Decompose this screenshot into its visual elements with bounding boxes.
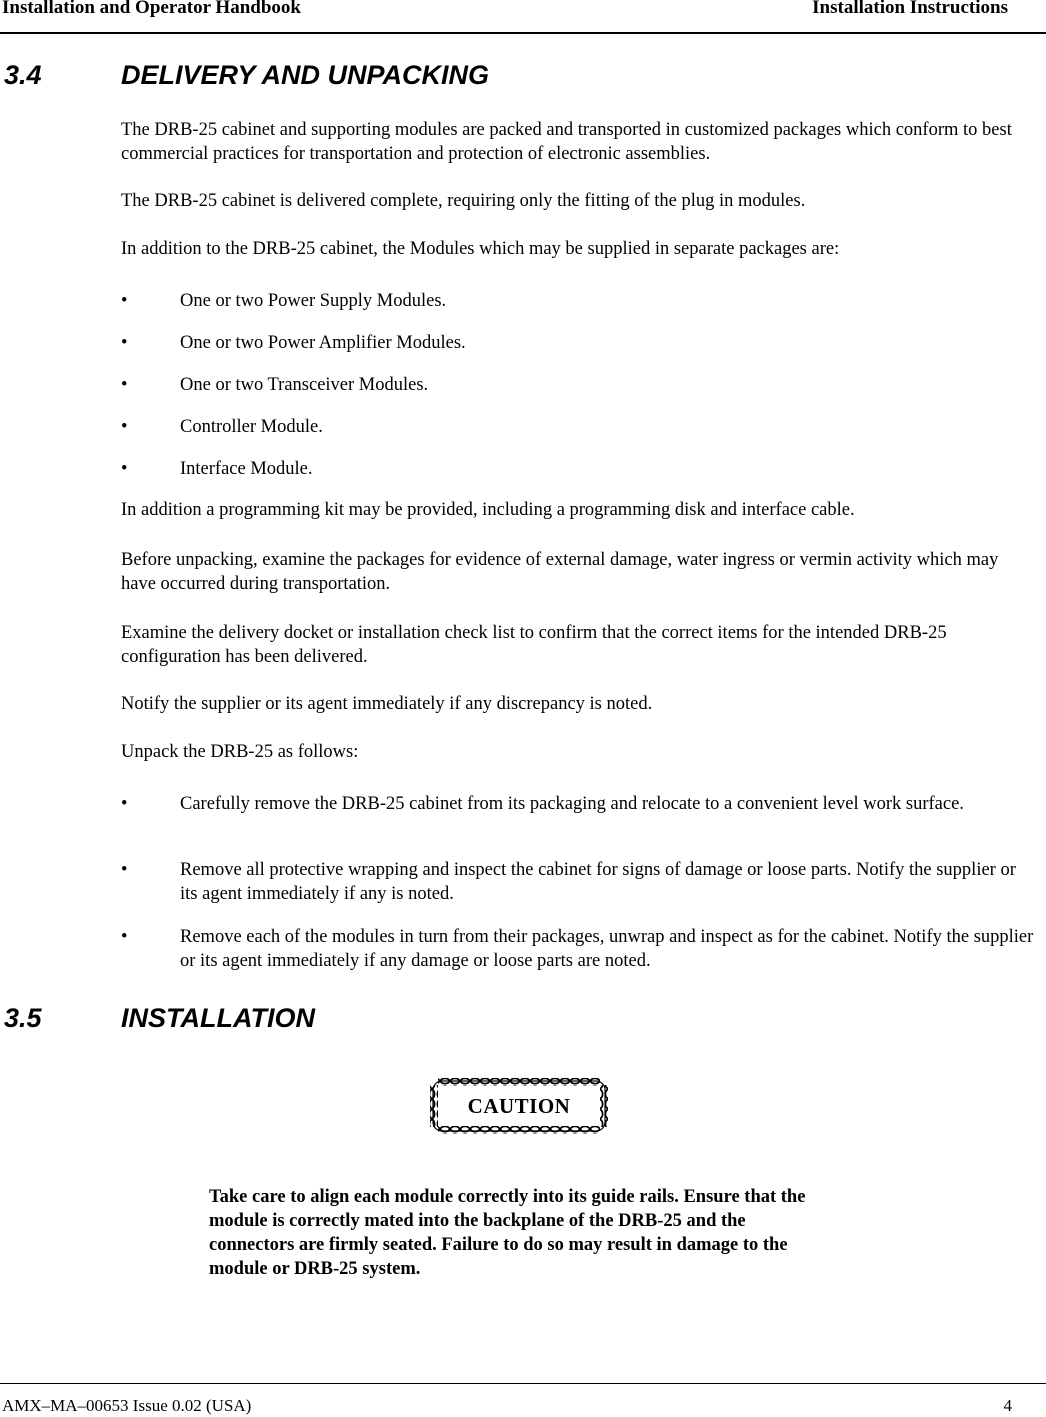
page-footer (0, 1383, 1046, 1417)
page-number: 4 (1003, 1396, 1012, 1415)
section-number: 3.4 (4, 60, 42, 90)
paragraph: The DRB-25 cabinet and supporting modules are packed and transported in customized packages which conform to best commercial practices for transportation and protection of electronic assemblies. (121, 120, 1012, 164)
list-item-text: One or two Transceiver Modules. (180, 375, 429, 395)
bullet-icon: • (121, 417, 128, 437)
bullet-icon: • (121, 927, 128, 947)
paragraph: In addition a programming kit may be provided, including a programming disk and interface cable. (121, 500, 855, 520)
paragraph: Before unpacking, examine the packages for evidence of external damage, water ingress or vermin activity which may have occurred during transportation. (121, 550, 999, 594)
list-item-text: Remove all protective wrapping and inspect the cabinet for signs of damage or loose parts. Notify the supplier or its agent immediately if any is noted. (180, 860, 1016, 904)
header-handbook-title: Installation and Operator Handbook (2, 0, 301, 18)
document-number: AMX–MA–00653 Issue 0.02 (USA) (2, 1396, 252, 1415)
page-header (0, 0, 1046, 34)
header-chapter-title: Installation Instructions (812, 0, 1008, 18)
paragraph: The DRB-25 cabinet is delivered complete, requiring only the fitting of the plug in modules. (121, 191, 806, 211)
bullet-icon: • (121, 794, 128, 814)
bullet-icon: • (121, 291, 128, 311)
bullet-icon: • (121, 375, 128, 395)
list-item-text: One or two Power Amplifier Modules. (180, 333, 466, 353)
paragraph: Unpack the DRB-25 as follows: (121, 742, 359, 762)
bullet-icon: • (121, 333, 128, 353)
list-item-text: Carefully remove the DRB-25 cabinet from its packaging and relocate to a convenient level work surface. (180, 794, 964, 814)
section-number: 3.5 (4, 1003, 42, 1033)
list-item-text: Interface Module. (180, 459, 313, 479)
list-item-text: One or two Power Supply Modules. (180, 291, 447, 311)
paragraph: Examine the delivery docket or installation check list to confirm that the correct items for the intended DRB-25 configuration has been delivered. (121, 623, 947, 667)
caution-box (428, 1077, 610, 1135)
section-title: INSTALLATION (121, 1003, 315, 1033)
bullet-icon: • (121, 459, 128, 479)
paragraph: In addition to the DRB-25 cabinet, the Modules which may be supplied in separate packages are: (121, 239, 840, 259)
list-item-text: Controller Module. (180, 417, 323, 437)
paragraph: Notify the supplier or its agent immediately if any discrepancy is noted. (121, 694, 653, 714)
caution-text: Take care to align each module correctly into its guide rails. Ensure that the module is correctly mated into the backplane of the DRB-25 and the connectors are firmly seated. Failure to do so may result in damage to the module or DRB-25 system. (209, 1187, 806, 1279)
caution-label: CAUTION (467, 1093, 571, 1118)
list-item-text: Remove each of the modules in turn from their packages, unwrap and inspect as for the cabinet. Notify the supplier or its agent immediately if any damage or loose parts are noted. (180, 927, 1034, 971)
section-title: DELIVERY AND UNPACKING (121, 60, 490, 90)
bullet-icon: • (121, 860, 128, 880)
